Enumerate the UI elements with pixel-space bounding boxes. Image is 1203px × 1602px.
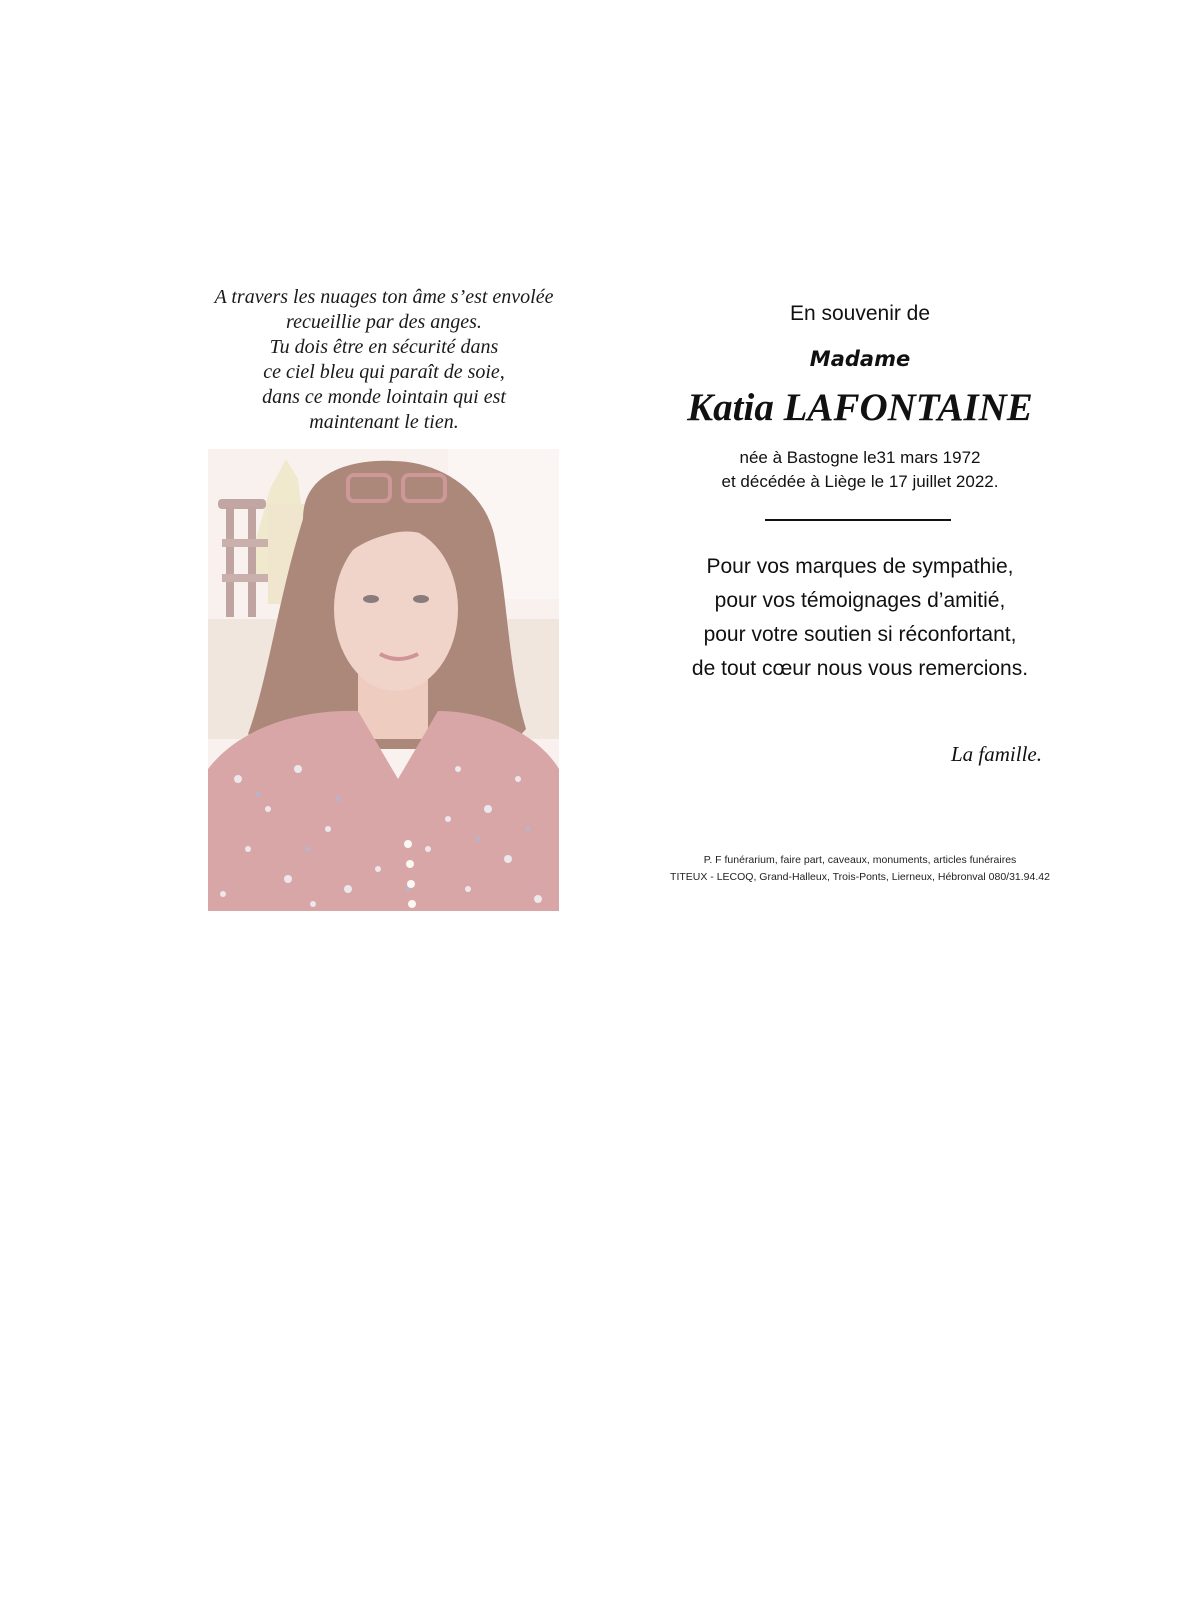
thanks-line: pour vos témoignages d’amitié,	[714, 589, 1006, 612]
thanks-line: Pour vos marques de sympathie,	[706, 555, 1014, 578]
funeral-home-footer	[630, 852, 1090, 886]
thanks-line: pour votre soutien si réconfortant,	[703, 623, 1017, 646]
footer-line-services: P. F funérarium, faire part, caveaux, monuments, articles funéraires	[703, 854, 1017, 866]
poem-line: maintenant le tien.	[309, 411, 459, 433]
poem-line: recueillie par des anges.	[286, 311, 482, 333]
deceased-name: Katia LAFONTAINE	[687, 386, 1033, 429]
portrait-photo	[208, 449, 559, 911]
poem-line: Tu dois être en sécurité dans	[269, 336, 499, 358]
memorial-honorific: Madame	[809, 347, 911, 371]
memorial-intro: En souvenir de	[789, 302, 931, 325]
family-signature: La famille.	[950, 742, 1042, 766]
memorial-dates	[640, 446, 1080, 494]
poem-line: dans ce monde lointain qui est	[262, 386, 506, 408]
memorial-poem	[180, 285, 588, 435]
thanks-line: de tout cœur nous vous remercions.	[691, 657, 1029, 680]
poem-line: ce ciel bleu qui paraît de soie,	[263, 361, 505, 383]
poem-line: A travers les nuages ton âme s’est envolée	[214, 286, 554, 308]
death-info: et décédée à Liège le 17 juillet 2022.	[721, 472, 999, 491]
footer-line-contact: TITEUX - LECOQ, Grand-Halleux, Trois-Ponts, Lierneux, Hébronval 080/31.94.42	[670, 871, 1050, 883]
portrait-illustration	[208, 449, 559, 911]
birth-info: née à Bastogne le31 mars 1972	[739, 448, 981, 467]
thanks-message	[640, 550, 1080, 686]
section-divider	[765, 519, 951, 521]
